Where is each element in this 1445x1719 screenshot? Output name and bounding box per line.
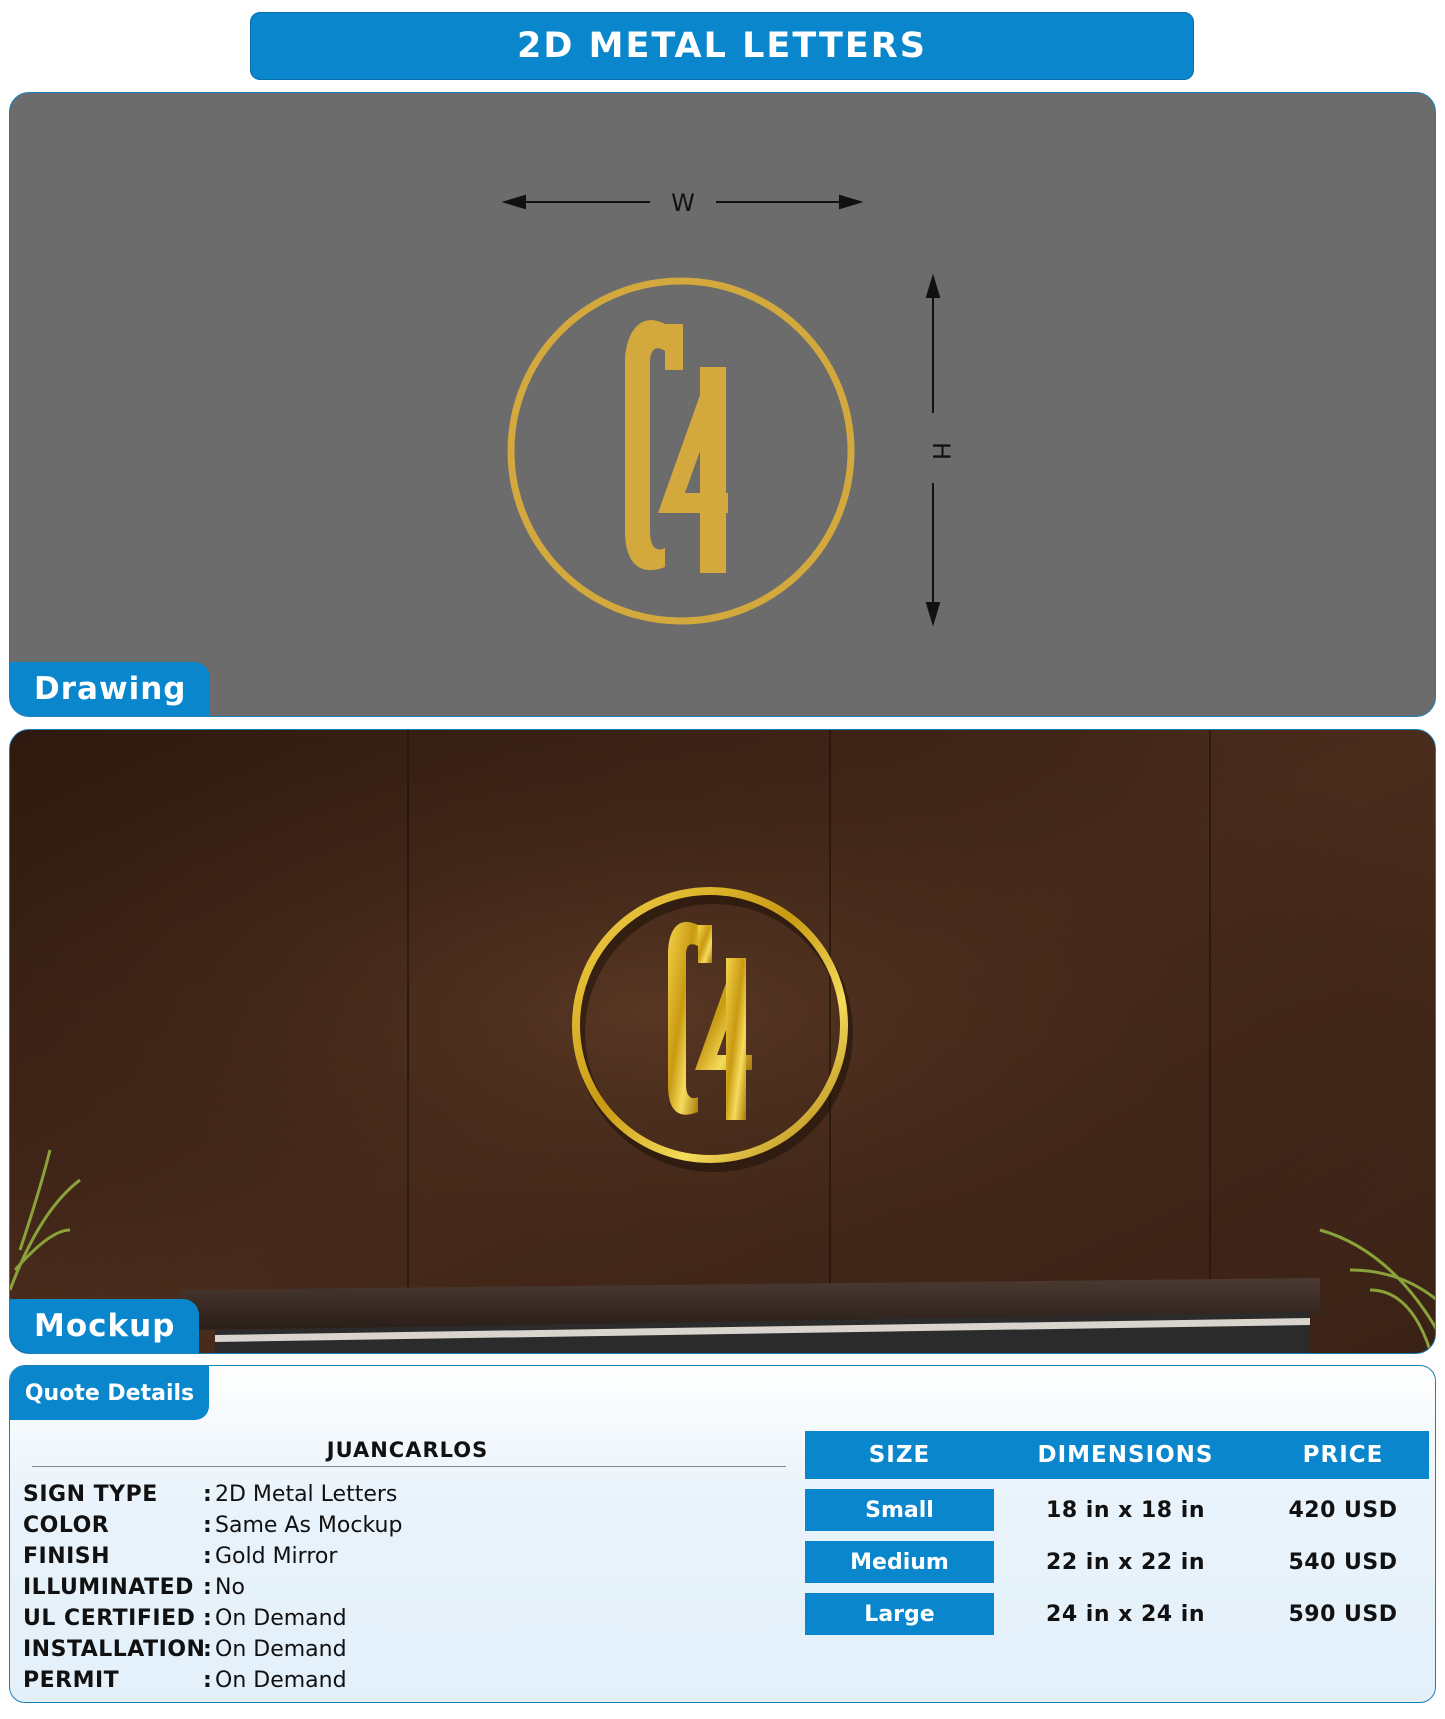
spec-key: ILLUMINATED <box>23 1575 194 1600</box>
counter-cabinet <box>180 1278 1320 1354</box>
dimensions-cell: 24 in x 24 in <box>1046 1601 1205 1627</box>
dimensions-cell: 18 in x 18 in <box>1046 1497 1205 1523</box>
spec-value: 2D Metal Letters <box>215 1482 398 1507</box>
spec-key: SIGN TYPE <box>23 1482 158 1507</box>
spec-row <box>23 1479 402 1510</box>
size-cell: Small <box>805 1489 994 1531</box>
height-label: H <box>927 441 955 461</box>
spec-colon: : <box>203 1606 212 1631</box>
mockup-label: Mockup <box>10 1299 199 1353</box>
spec-colon: : <box>203 1668 212 1693</box>
spec-row <box>23 1603 402 1634</box>
spec-value: Same As Mockup <box>215 1513 403 1538</box>
price-cell: 540 USD <box>1288 1549 1398 1575</box>
spec-key: PERMIT <box>23 1668 120 1693</box>
dimensions-cell: 22 in x 22 in <box>1046 1549 1205 1575</box>
quote-details-tab: Quote Details <box>10 1366 209 1420</box>
page-title: 2D METAL LETTERS <box>517 26 927 66</box>
table-row <box>805 1541 1429 1583</box>
client-divider <box>32 1466 786 1467</box>
drawing-panel <box>9 92 1436 717</box>
table-row <box>805 1489 1429 1531</box>
spec-row <box>23 1634 402 1665</box>
spec-key: UL CERTIFIED <box>23 1606 196 1631</box>
mockup-image <box>10 730 1436 1354</box>
spec-value: Gold Mirror <box>215 1544 338 1569</box>
price-table-header <box>805 1431 1429 1479</box>
price-cell: 420 USD <box>1288 1497 1398 1523</box>
logo-drawing <box>511 281 851 621</box>
header-dimensions: DIMENSIONS <box>1037 1442 1214 1468</box>
spec-key: FINISH <box>23 1544 111 1569</box>
spec-colon: : <box>203 1544 212 1569</box>
spec-row <box>23 1541 402 1572</box>
price-table <box>805 1431 1429 1635</box>
spec-colon: : <box>203 1575 212 1600</box>
spec-key: COLOR <box>23 1513 110 1538</box>
spec-colon: : <box>203 1482 212 1507</box>
page-title-bar <box>250 12 1194 80</box>
size-cell: Medium <box>805 1541 994 1583</box>
quote-details-panel <box>9 1365 1436 1703</box>
spec-key: INSTALLATION <box>23 1637 206 1662</box>
spec-list <box>23 1479 402 1696</box>
spec-colon: : <box>203 1513 212 1538</box>
size-cell: Large <box>805 1593 994 1635</box>
drawing-canvas <box>10 93 1436 717</box>
width-label: W <box>671 189 695 217</box>
table-row <box>805 1593 1429 1635</box>
spec-value: No <box>215 1575 245 1600</box>
mockup-panel <box>9 729 1436 1354</box>
client-name: JUANCARLOS <box>326 1438 489 1462</box>
spec-row <box>23 1510 402 1541</box>
price-cell: 590 USD <box>1288 1601 1398 1627</box>
spec-row <box>23 1665 402 1696</box>
spec-colon: : <box>203 1637 212 1662</box>
header-price: PRICE <box>1302 1442 1384 1468</box>
spec-value: On Demand <box>215 1637 347 1662</box>
spec-row <box>23 1572 402 1603</box>
spec-value: On Demand <box>215 1606 347 1631</box>
spec-value: On Demand <box>215 1668 347 1693</box>
header-size: SIZE <box>868 1442 931 1468</box>
drawing-label: Drawing <box>10 662 210 716</box>
